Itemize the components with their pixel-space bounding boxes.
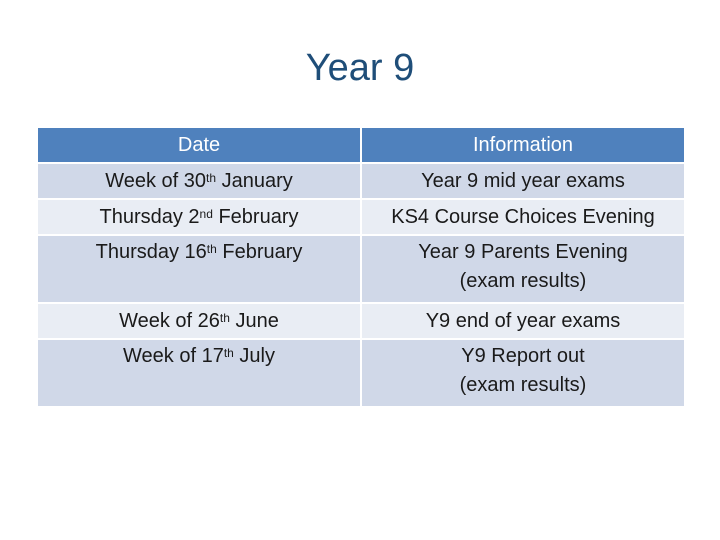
column-header-date: Date (37, 127, 361, 163)
page-title: Year 9 (305, 47, 415, 89)
date-cell: Thursday 16th February (37, 235, 361, 303)
date-cell: Week of 17th July (37, 339, 361, 407)
info-cell: Y9 end of year exams (361, 303, 685, 339)
date-cell: Week of 30th January (37, 163, 361, 199)
table-row (37, 303, 685, 339)
column-header-information: Information (361, 127, 685, 163)
table-row (37, 339, 685, 407)
table-row (37, 235, 685, 303)
table-row (37, 199, 685, 235)
table-header-row (37, 127, 685, 163)
date-cell: Week of 26th June (37, 303, 361, 339)
info-cell: Y9 Report out (exam results) (361, 339, 685, 407)
date-cell: Thursday 2nd February (37, 199, 361, 235)
info-cell: Year 9 Parents Evening (exam results) (361, 235, 685, 303)
info-cell: KS4 Course Choices Evening (361, 199, 685, 235)
schedule-table (36, 126, 686, 408)
info-cell: Year 9 mid year exams (361, 163, 685, 199)
table-row (37, 163, 685, 199)
